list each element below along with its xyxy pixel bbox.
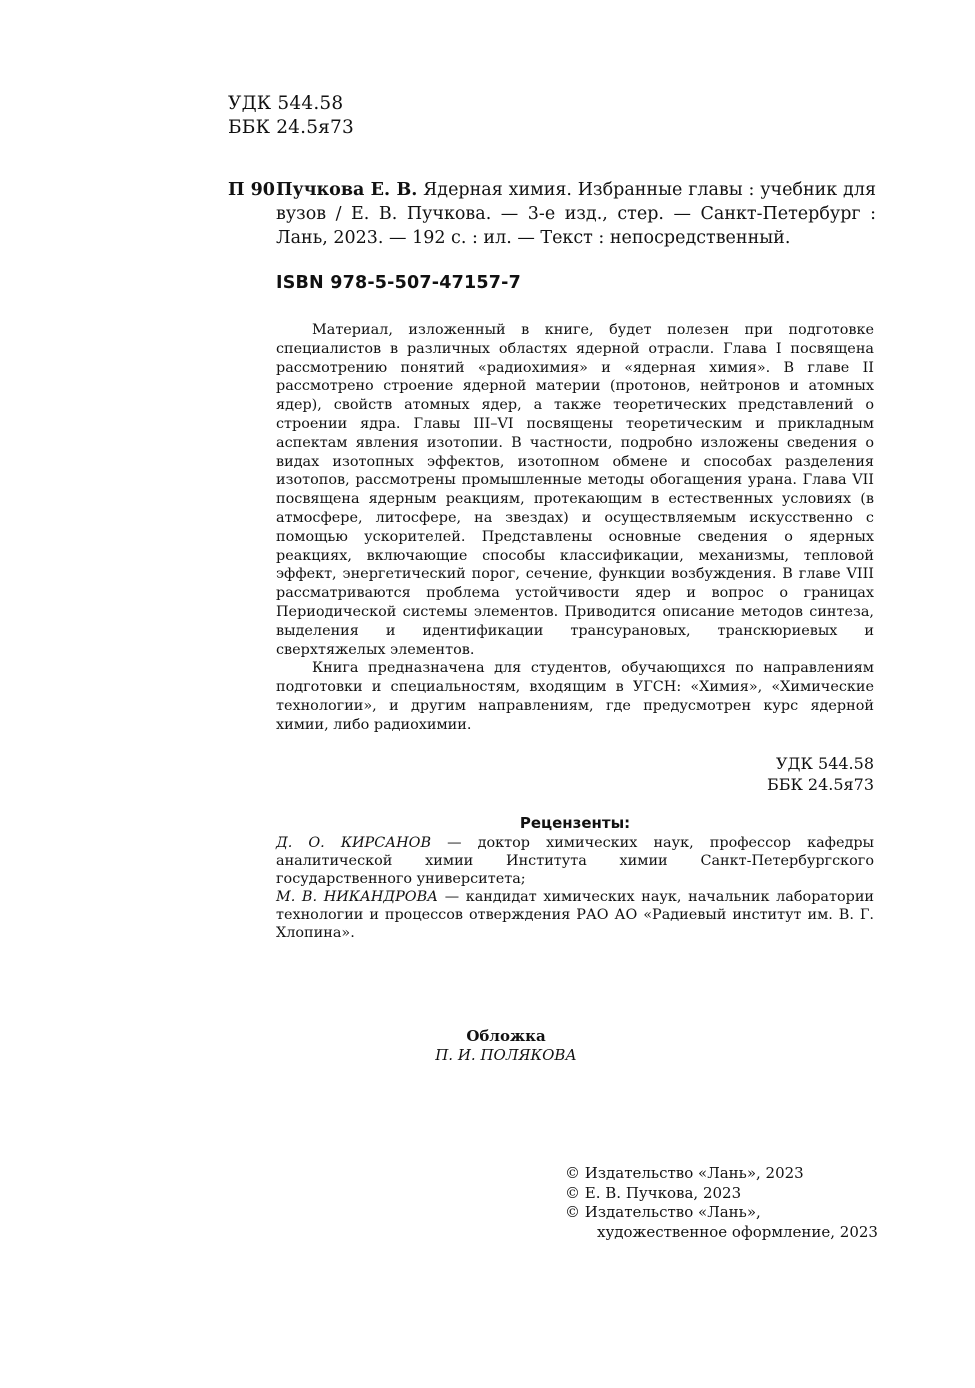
author-name: Пучкова Е. В. — [276, 180, 418, 200]
copyright-line: © Е. В. Пучкова, 2023 — [565, 1183, 742, 1202]
udk-bbk-footer — [700, 753, 874, 795]
abstract-paragraph: Книга предназначена для студентов, обучающихся по направлениям подготовки и специальностям, входящим в УГСН: «Химия», «Химические технологии», и другим направлениям, где предусмотрен курс ядерной химии, либо радиохимии. — [276, 660, 874, 733]
cover-designer: П. И. ПОЛЯКОВА — [435, 1046, 577, 1064]
abstract-paragraph: Материал, изложенный в книге, будет полезен при подготовке специалистов в различных областях ядерной отрасли. Глава I посвящена рассмотрению понятий «радиохимия» и «ядерная химия». В главе II рассмотрено строение ядерной материи (протонов, нейтронов и атомных ядер), свойств атомных ядер, а также теоретических представлений о строении ядра. Главы III–VI посвящены теоретическим и прикладным аспектам явления изотопии. В частности, подробно изложены сведения о видах изотопных эффектов, изотопном обмене и способах разделения изотопов, рассмотрены промышленные методы обогащения урана. Глава VII посвящена ядерным реакциям, протекающим в естественных условиях (в атмосфере, литосфере, на звездах) и осуществляемым искусственно с помощью ускорителей. Представлены основные сведения о ядерных реакциях, включающие способы классификации, механизмы, тепловой эффект, энергетический порог, сечение, функции возбуждения. В главе VIII рассматриваются проблема устойчивости ядер и вопрос о границах Периодической системы элементов. Приводится описание методов синтеза, выделения и идентификации трансурановых, транскюриевых и сверхтяжелых элементов. — [276, 322, 874, 658]
reviewers-heading: Рецензенты: — [519, 814, 631, 832]
reviewer-entry — [276, 888, 874, 942]
bbk-code: ББК 24.5я73 — [766, 775, 874, 794]
copyright-block — [565, 1164, 878, 1242]
reviewers — [276, 814, 874, 942]
bibliographic-text: Ядерная химия. Избранные главы : учебник для вузов / Е. В. Пучкова. — 3-е изд., стер. — Санкт-Петербург : Лань, 2023. — 192 с. : ил. — Текст : непосредственный. — [276, 180, 876, 248]
reviewer-name: М. В. НИКАНДРОВА — [276, 889, 439, 905]
author-mark: П 90 — [228, 180, 275, 200]
udk-bbk-header — [228, 92, 354, 140]
bibliographic-record — [228, 178, 876, 250]
reviewer-description: — доктор химических наук, профессор кафедры аналитической химии Института химии Санкт-Петербургского государственного университета; — [276, 835, 874, 887]
bbk-code: ББК 24.5я73 — [228, 117, 354, 138]
udk-code: УДК 544.58 — [228, 93, 344, 114]
cover-heading: Обложка — [466, 1027, 546, 1045]
copyright-line: © Издательство «Лань», — [565, 1203, 761, 1221]
abstract — [276, 321, 874, 735]
reviewer-name: Д. О. КИРСАНОВ — [276, 835, 432, 851]
reviewer-entry — [276, 834, 874, 888]
cover-credit — [400, 1027, 612, 1065]
copyright-line: художественное оформление, 2023 — [597, 1222, 878, 1241]
bibliographic-description — [276, 178, 876, 250]
isbn: ISBN 978-5-507-47157-7 — [276, 273, 521, 293]
udk-code: УДК 544.58 — [775, 754, 874, 773]
reviewer-description: — кандидат химических наук, начальник лаборатории технологии и процессов отверждения РАО АО «Радиевый институт им. В. Г. Хлопина». — [276, 889, 875, 941]
copyright-line: © Издательство «Лань», 2023 — [565, 1164, 804, 1182]
